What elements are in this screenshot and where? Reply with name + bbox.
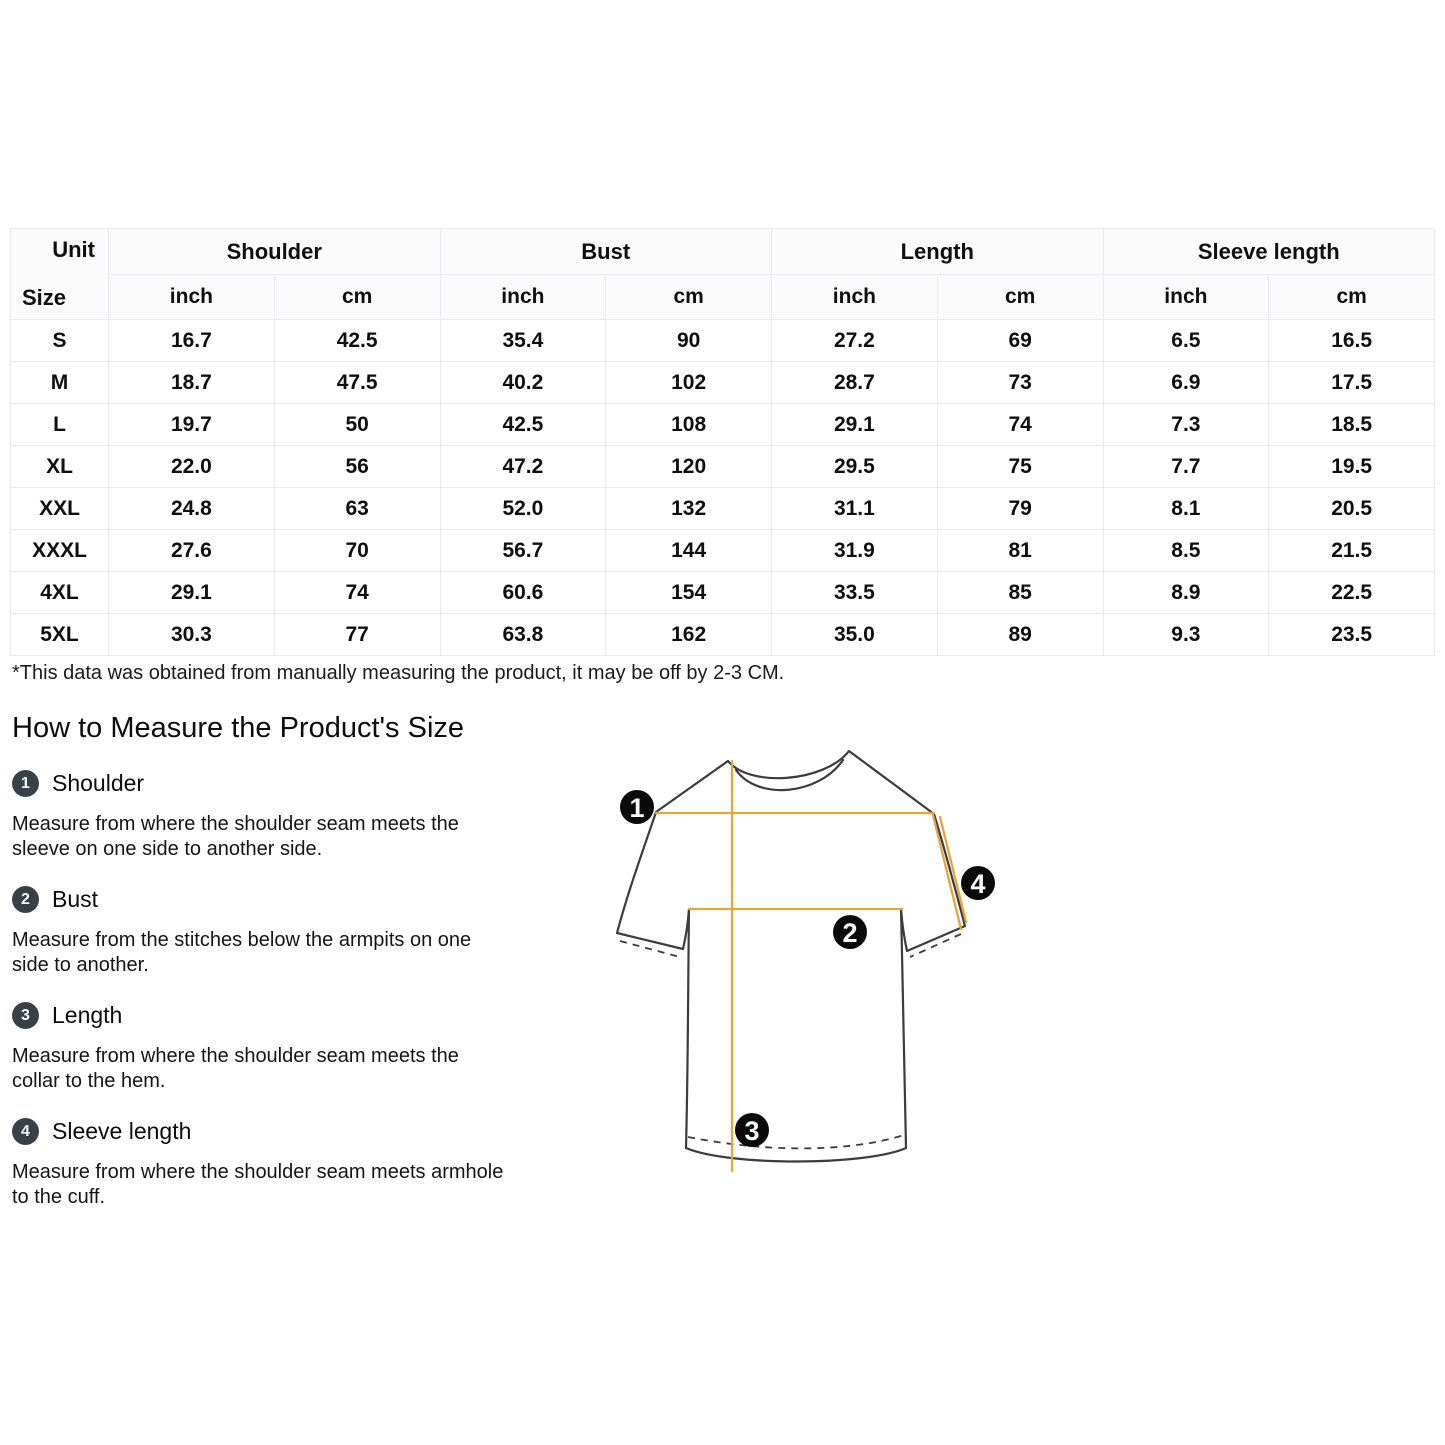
- value-cell: 35.0: [772, 614, 938, 656]
- diagram-badge-shoulder: [620, 790, 654, 824]
- value-cell: 42.5: [440, 404, 606, 446]
- step-header: [12, 770, 512, 797]
- corner-unit-label: Unit: [52, 237, 95, 262]
- value-cell: 8.9: [1103, 572, 1269, 614]
- unit-size-corner-cell: [11, 229, 109, 320]
- value-cell: 52.0: [440, 488, 606, 530]
- unit-header-row: [11, 275, 1435, 320]
- step-header: [12, 1002, 512, 1029]
- diagram-badge-sleeve: [961, 866, 995, 900]
- value-cell: 47.5: [274, 362, 440, 404]
- value-cell: 47.2: [440, 446, 606, 488]
- value-cell: 19.7: [109, 404, 275, 446]
- size-table: [10, 228, 1435, 656]
- value-cell: 74: [937, 404, 1103, 446]
- value-cell: 18.5: [1269, 404, 1435, 446]
- size-cell: 5XL: [11, 614, 109, 656]
- unit-header: inch: [772, 275, 938, 320]
- badge-number: 2: [842, 918, 858, 948]
- value-cell: 17.5: [1269, 362, 1435, 404]
- table-row: [11, 530, 1435, 572]
- step-header: [12, 1118, 512, 1145]
- value-cell: 8.1: [1103, 488, 1269, 530]
- unit-header: cm: [937, 275, 1103, 320]
- column-group-sleeve-length: Sleeve length: [1103, 229, 1435, 275]
- value-cell: 73: [937, 362, 1103, 404]
- size-cell: S: [11, 320, 109, 362]
- group-header-row: [11, 229, 1435, 275]
- unit-header: cm: [606, 275, 772, 320]
- column-group-length: Length: [772, 229, 1104, 275]
- value-cell: 19.5: [1269, 446, 1435, 488]
- value-cell: 29.1: [109, 572, 275, 614]
- value-cell: 120: [606, 446, 772, 488]
- value-cell: 31.1: [772, 488, 938, 530]
- step-label: Length: [52, 1002, 123, 1028]
- unit-header: inch: [440, 275, 606, 320]
- value-cell: 6.5: [1103, 320, 1269, 362]
- measure-step: [12, 770, 512, 862]
- value-cell: 70: [274, 530, 440, 572]
- unit-header: inch: [1103, 275, 1269, 320]
- value-cell: 29.1: [772, 404, 938, 446]
- size-cell: M: [11, 362, 109, 404]
- step-number-badge: 2: [12, 886, 39, 913]
- value-cell: 90: [606, 320, 772, 362]
- value-cell: 33.5: [772, 572, 938, 614]
- value-cell: 29.5: [772, 446, 938, 488]
- value-cell: 63.8: [440, 614, 606, 656]
- value-cell: 85: [937, 572, 1103, 614]
- value-cell: 108: [606, 404, 772, 446]
- step-description: Measure from where the shoulder seam meets the sleeve on one side to another side.: [12, 813, 459, 860]
- value-cell: 154: [606, 572, 772, 614]
- value-cell: 30.3: [109, 614, 275, 656]
- measure-step: [12, 1118, 512, 1210]
- size-cell: 4XL: [11, 572, 109, 614]
- table-row: [11, 446, 1435, 488]
- value-cell: 21.5: [1269, 530, 1435, 572]
- howto-title: How to Measure the Product's Size: [12, 712, 465, 744]
- step-header: [12, 886, 512, 913]
- value-cell: 144: [606, 530, 772, 572]
- value-cell: 7.3: [1103, 404, 1269, 446]
- badge-number: 1: [629, 793, 645, 823]
- value-cell: 24.8: [109, 488, 275, 530]
- value-cell: 102: [606, 362, 772, 404]
- step-number-badge: 1: [12, 770, 39, 797]
- value-cell: 81: [937, 530, 1103, 572]
- measure-steps: [12, 770, 512, 1234]
- value-cell: 16.7: [109, 320, 275, 362]
- value-cell: 20.5: [1269, 488, 1435, 530]
- step-number-badge: 3: [12, 1002, 39, 1029]
- value-cell: 18.7: [109, 362, 275, 404]
- value-cell: 69: [937, 320, 1103, 362]
- diagram-badge-bust: [833, 915, 867, 949]
- value-cell: 56: [274, 446, 440, 488]
- value-cell: 27.6: [109, 530, 275, 572]
- measure-step: [12, 1002, 512, 1094]
- value-cell: 28.7: [772, 362, 938, 404]
- value-cell: 132: [606, 488, 772, 530]
- table-row: [11, 362, 1435, 404]
- step-description: Measure from where the shoulder seam meets the collar to the hem.: [12, 1045, 459, 1092]
- table-row: [11, 572, 1435, 614]
- value-cell: 9.3: [1103, 614, 1269, 656]
- value-cell: 63: [274, 488, 440, 530]
- unit-header: cm: [1269, 275, 1435, 320]
- value-cell: 7.7: [1103, 446, 1269, 488]
- value-cell: 77: [274, 614, 440, 656]
- value-cell: 40.2: [440, 362, 606, 404]
- size-cell: XXXL: [11, 530, 109, 572]
- unit-header: inch: [109, 275, 275, 320]
- badge-number: 3: [744, 1116, 760, 1146]
- size-cell: XL: [11, 446, 109, 488]
- step-label: Sleeve length: [52, 1118, 192, 1144]
- measure-step: [12, 886, 512, 978]
- size-cell: L: [11, 404, 109, 446]
- value-cell: 35.4: [440, 320, 606, 362]
- column-group-shoulder: Shoulder: [109, 229, 441, 275]
- measurement-disclaimer: *This data was obtained from manually measuring the product, it may be off by 2-3 CM.: [12, 662, 785, 684]
- value-cell: 23.5: [1269, 614, 1435, 656]
- value-cell: 89: [937, 614, 1103, 656]
- value-cell: 74: [274, 572, 440, 614]
- step-number-badge: 4: [12, 1118, 39, 1145]
- table-row: [11, 614, 1435, 656]
- value-cell: 79: [937, 488, 1103, 530]
- step-label: Shoulder: [52, 770, 145, 796]
- value-cell: 22.0: [109, 446, 275, 488]
- value-cell: 8.5: [1103, 530, 1269, 572]
- column-group-bust: Bust: [440, 229, 772, 275]
- value-cell: 42.5: [274, 320, 440, 362]
- tshirt-measure-diagram: [560, 720, 1040, 1200]
- corner-size-label: Size: [22, 285, 67, 310]
- value-cell: 31.9: [772, 530, 938, 572]
- value-cell: 50: [274, 404, 440, 446]
- value-cell: 16.5: [1269, 320, 1435, 362]
- step-label: Bust: [52, 886, 99, 912]
- step-description: Measure from where the shoulder seam meets armhole to the cuff.: [12, 1161, 504, 1208]
- badge-number: 4: [970, 869, 986, 899]
- value-cell: 75: [937, 446, 1103, 488]
- unit-header: cm: [274, 275, 440, 320]
- value-cell: 60.6: [440, 572, 606, 614]
- value-cell: 162: [606, 614, 772, 656]
- size-cell: XXL: [11, 488, 109, 530]
- value-cell: 6.9: [1103, 362, 1269, 404]
- step-description: Measure from the stitches below the armpits on one side to another.: [12, 929, 472, 976]
- value-cell: 27.2: [772, 320, 938, 362]
- table-row: [11, 320, 1435, 362]
- table-row: [11, 488, 1435, 530]
- value-cell: 22.5: [1269, 572, 1435, 614]
- value-cell: 56.7: [440, 530, 606, 572]
- table-row: [11, 404, 1435, 446]
- diagram-badge-length: [735, 1113, 769, 1147]
